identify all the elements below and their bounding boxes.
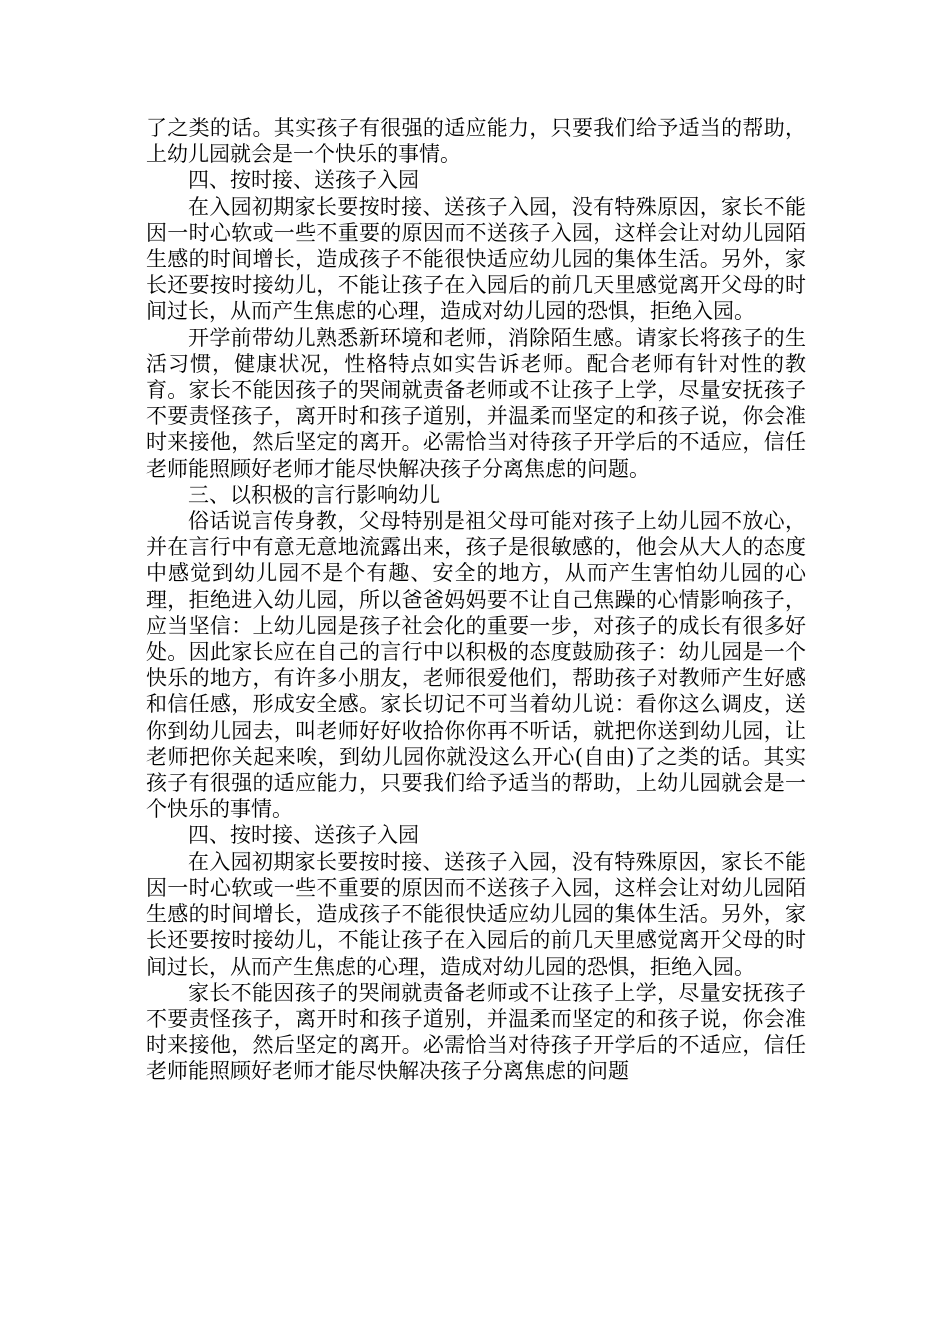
paragraph: 在入园初期家长要按时接、送孩子入园，没有特殊原因，家长不能因一时心软或一些不重要的原因而不送孩子入园，这样会让对幼儿园陌生感的时间增长，造成孩子不能很快适应幼儿园的集体生活。另外，家长还要按时接幼儿，不能让孩子在入园后的前几天里感觉离开父母的时间过长，从而产生焦虑的心理，造成对幼儿园的恐惧，拒绝入园。: [146, 849, 806, 979]
paragraph: 在入园初期家长要按时接、送孩子入园，没有特殊原因，家长不能因一时心软或一些不重要的原因而不送孩子入园，这样会让对幼儿园陌生感的时间增长，造成孩子不能很快适应幼儿园的集体生活。另外，家长还要按时接幼儿，不能让孩子在入园后的前几天里感觉离开父母的时间过长，从而产生焦虑的心理，造成对幼儿园的恐惧，拒绝入园。: [146, 194, 806, 324]
paragraph: 家长不能因孩子的哭闹就责备老师或不让孩子上学，尽量安抚孩子不要责怪孩子，离开时和孩子道别，并温柔而坚定的和孩子说，你会准时来接他，然后坚定的离开。必需恰当对待孩子开学后的不适应，信任老师能照顾好老师才能尽快解决孩子分离焦虑的问题: [146, 980, 806, 1084]
paragraph-continuation: 了之类的话。其实孩子有很强的适应能力，只要我们给予适当的帮助，上幼儿园就会是一个快乐的事情。: [146, 116, 806, 167]
document-body: [146, 115, 806, 1085]
section-heading-4: 四、按时接、送孩子入园: [188, 168, 419, 193]
section-heading-4-repeat: 四、按时接、送孩子入园: [188, 823, 419, 848]
paragraph: 俗话说言传身教，父母特别是祖父母可能对孩子上幼儿园不放心，并在言行中有意无意地流露出来，孩子是很敏感的，他会从大人的态度中感觉到幼儿园不是个有趣、安全的地方，从而产生害怕幼儿园的心理，拒绝进入幼儿园，所以爸爸妈妈要不让自己焦躁的心情影响孩子，应当坚信：上幼儿园是孩子社会化的重要一步，对孩子的成长有很多好处。因此家长应在自己的言行中以积极的态度鼓励孩子：幼儿园是一个快乐的地方，有许多小朋友，老师很爱他们，帮助孩子对教师产生好感和信任感，形成安全感。家长切记不可当着幼儿说：看你这么调皮，送你到幼儿园去，叫老师好好收拾你你再不听话，就把你送到幼儿园，让老师把你关起来唉，到幼儿园你就没这么开心(自由)了之类的话。其实孩子有很强的适应能力，只要我们给予适当的帮助，上幼儿园就会是一个快乐的事情。: [146, 509, 806, 822]
paragraph: 开学前带幼儿熟悉新环境和老师，消除陌生感。请家长将孩子的生活习惯，健康状况，性格特点如实告诉老师。配合老师有针对性的教育。家长不能因孩子的哭闹就责备老师或不让孩子上学，尽量安抚孩子不要责怪孩子，离开时和孩子道别，并温柔而坚定的和孩子说，你会准时来接他，然后坚定的离开。必需恰当对待孩子开学后的不适应，信任老师能照顾好老师才能尽快解决孩子分离焦虑的问题。: [146, 325, 806, 481]
section-heading-3: 三、以积极的言行影响幼儿: [188, 482, 440, 507]
